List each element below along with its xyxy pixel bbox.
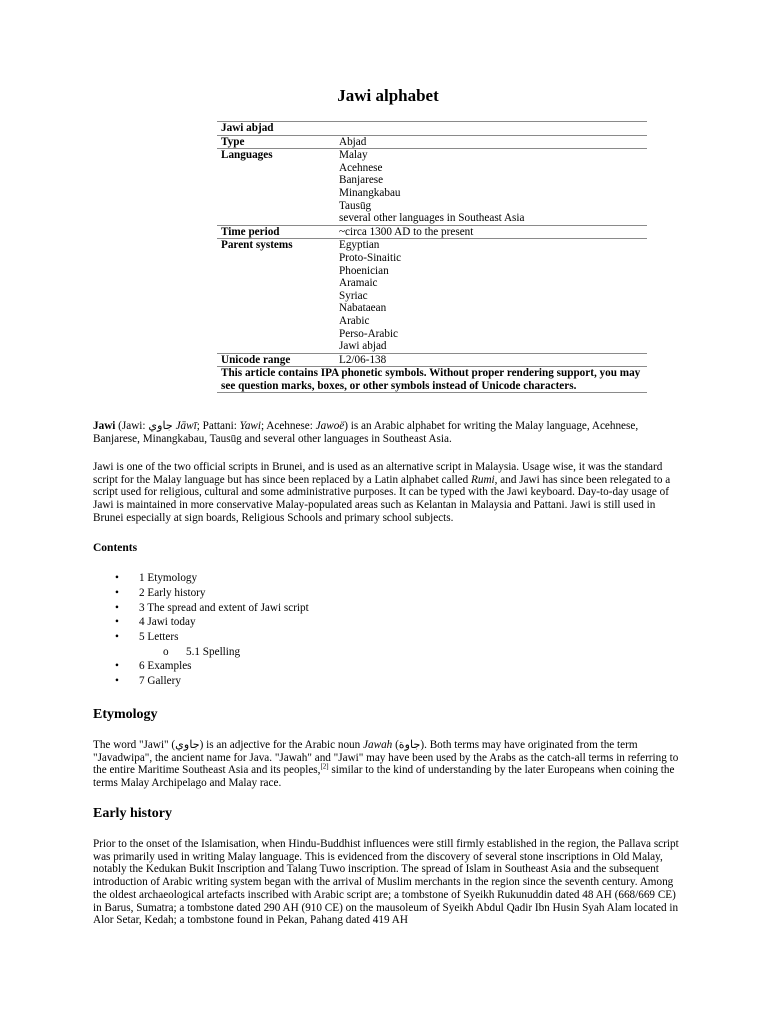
bullet: •	[115, 601, 119, 614]
toc-label: 7 Gallery	[139, 674, 181, 687]
citation-link[interactable]: [2]	[320, 762, 329, 771]
toc-item-gallery[interactable]	[93, 674, 309, 689]
infobox-value-line: Phoenician	[339, 264, 389, 277]
bullet: •	[115, 572, 119, 584]
bullet: •	[115, 616, 119, 629]
etymology-paragraph	[93, 739, 683, 790]
table-of-contents	[93, 571, 309, 689]
arabic-text: جاوي	[175, 739, 200, 751]
bullet: •	[115, 631, 119, 644]
infobox-notice-row	[217, 367, 647, 393]
rumi-term: Rumi	[471, 473, 495, 486]
infobox-row-parent-systems	[217, 239, 647, 353]
bullet: •	[115, 674, 119, 687]
etymology-heading: Etymology	[93, 707, 158, 722]
toc-label: 2 Early history	[139, 586, 206, 599]
bullet: •	[115, 586, 119, 599]
toc-item-letters[interactable]	[93, 630, 309, 645]
infobox-row-time-period	[217, 225, 647, 239]
text-run: The word "Jawi" (	[93, 739, 176, 751]
text-run: ) is an Arabic alphabet for writing the Malay language, Acehnese, Banjarese, Minangkabau, Tausūg and several other languages in Southeast Asia.	[93, 420, 639, 445]
infobox-row-type	[217, 135, 647, 149]
text-run: Jawi is one of the two official scripts in Brunei, and is used as an alternative script in Malaysia. Usage wise, it was the standard script for the Malay language but has since been replaced by a Latin alphabet called	[93, 461, 663, 486]
toc-item-spread-extent[interactable]	[93, 601, 309, 616]
infobox-key: Languages	[221, 149, 273, 162]
text-run: similar to the kind of understanding by the later Europeans when coining the terms Malay Archipelago and Malay race.	[93, 764, 675, 790]
infobox-header-row	[217, 122, 647, 136]
text-run: , and Jawi has since been relegated to a script used for religious, cultural and some administrative purposes. It can be typed with the Jawi keyboard. Day-to-day usage of Jawi is maintained in more conservative Malay-populated areas such as Kelantan in Malaysia and Pattani. Jawi is still used in Brunei especially at sign boards, Religious Schools and primary school subjects.	[93, 473, 671, 524]
text-run: (	[392, 739, 399, 751]
toc-item-examples[interactable]	[93, 659, 309, 674]
infobox-value	[335, 225, 647, 239]
infobox-value-line: Egyptian	[339, 239, 380, 252]
toc-label: 3 The spread and extent of Jawi script	[139, 601, 309, 614]
infobox-value-line: Abjad	[339, 135, 367, 148]
infobox-key: Time period	[221, 225, 280, 238]
arabic-text: جاوة	[398, 739, 421, 751]
infobox-value	[335, 149, 647, 226]
infobox-value	[335, 353, 647, 367]
infobox-value-line: Nabataean	[339, 302, 387, 315]
pattani-term: Yawi	[239, 420, 261, 432]
intro-bold-term: Jawi	[93, 420, 116, 432]
infobox-value-line: Arabic	[339, 314, 370, 327]
infobox-value-line: Tausūg	[339, 199, 372, 212]
infobox-value-line: Perso-Arabic	[339, 327, 399, 340]
acehnese-term: Jawoë	[315, 420, 345, 432]
infobox-value-line: Syriac	[339, 289, 368, 302]
infobox-value-line: ~circa 1300 AD to the present	[339, 225, 474, 238]
jawah-term: Jawah	[363, 739, 393, 751]
text-run: ) is an adjective for the Arabic noun	[199, 739, 364, 751]
infobox-value-line: Acehnese	[339, 161, 383, 174]
toc-item-early-history[interactable]	[93, 586, 309, 601]
arabic-text: جاوي	[148, 420, 173, 432]
infobox-key: Parent systems	[221, 239, 293, 252]
toc-item-etymology[interactable]	[93, 571, 309, 586]
toc-label: 1 Etymology	[139, 572, 198, 584]
sub-bullet: o	[163, 645, 169, 658]
infobox-value-line: several other languages in Southeast Asia	[339, 212, 525, 225]
contents-heading: Contents	[93, 542, 138, 554]
intro-paragraph	[93, 420, 683, 445]
early-history-paragraph: Prior to the onset of the Islamisation, when Hindu-Buddhist influences were still firmly established in the region, the Pallava script was primarily used in writing Malay language. This is evidenced from the discovery of several stone inscriptions in Old Malay, notably the Kedukan Bukit Inscription and Talang Tuwo inscription. The spread of Islam in Southeast Asia and the subsequent introduction of Arabic writing system began with the arrival of Muslim merchants in the region since the seventh century. Among the oldest archaeological artefacts inscribed with Arabic script are; a tombstone of Syeikh Rukunuddin dated 48 AH (668/669 CE) in Barus, Sumatra; a tombstone dated 290 AH (910 CE) on the mausoleum of Syeikh Abdul Qadir Ibn Husin Syah Alam located in Alor Setar, Kedah; a tombstone found in Pekan, Pahang dated 419 AH	[93, 838, 679, 927]
infobox-value-line: Proto-Sinaitic	[339, 251, 402, 264]
toc-item-spelling[interactable]	[93, 645, 309, 659]
infobox-value-line: Banjarese	[339, 174, 384, 187]
page-title: Jawi alphabet	[337, 86, 439, 105]
text-run: ; Acehnese:	[260, 420, 316, 432]
infobox-value	[335, 135, 647, 149]
infobox-value-line: Jawi abjad	[339, 340, 387, 353]
infobox-value-line: L2/06-138	[339, 353, 387, 366]
infobox-table	[217, 121, 647, 393]
text-run: ). Both terms may have originated from the term "Javadwipa", the ancient name for Java. "Jawah" and "Jawi" may have been used by the Arabs as the catch-all terms in referring to the entire Maritime Southeast Asia and its peoples,	[93, 739, 679, 777]
infobox-key: Unicode range	[221, 353, 291, 366]
infobox-key: Type	[221, 135, 245, 148]
infobox-row-unicode-range	[217, 353, 647, 367]
toc-label: 4 Jawi today	[139, 616, 196, 629]
usage-paragraph	[93, 461, 683, 525]
text-run: ; Pattani:	[196, 420, 240, 432]
toc-label: 6 Examples	[139, 660, 192, 673]
transliteration: Jāwī	[175, 420, 197, 432]
infobox-row-languages	[217, 149, 647, 226]
text-run: (Jawi:	[115, 420, 149, 432]
toc-item-jawi-today[interactable]	[93, 615, 309, 630]
infobox-value-line: Malay	[339, 149, 368, 162]
toc-label: 5.1 Spelling	[186, 645, 241, 658]
ipa-notice: This article contains IPA phonetic symbols. Without proper rendering support, you may see question marks, boxes, or other symbols instead of Unicode characters.	[217, 367, 647, 393]
infobox-value-line: Minangkabau	[339, 186, 401, 199]
infobox-value	[335, 239, 647, 353]
bullet: •	[115, 660, 119, 673]
toc-label: 5 Letters	[139, 631, 179, 644]
early-history-heading: Early history	[93, 806, 172, 821]
infobox-header: Jawi abjad	[221, 122, 274, 134]
infobox-value-line: Aramaic	[339, 277, 378, 290]
